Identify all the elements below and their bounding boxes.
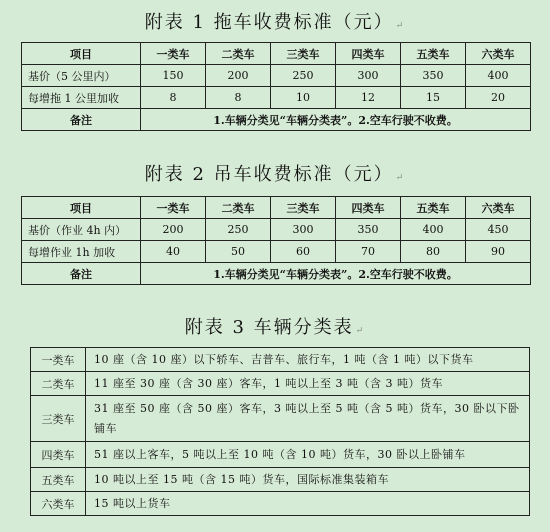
paragraph-mark-icon: ↵ bbox=[395, 21, 406, 31]
table-cell: 350 bbox=[401, 65, 466, 87]
table-cell: 70 bbox=[336, 241, 401, 263]
tow-fee-table bbox=[21, 42, 531, 131]
vehicle-class-table bbox=[30, 347, 530, 516]
table-cell: 250 bbox=[271, 65, 336, 87]
table-header-row bbox=[22, 197, 531, 219]
class-description: 51 座以上客车，5 吨以上至 10 吨（含 10 吨）货车，30 卧以上卧铺车 bbox=[86, 442, 530, 468]
table-cell: 60 bbox=[271, 241, 336, 263]
header-cell: 三类车 bbox=[271, 197, 336, 219]
table-cell: 200 bbox=[206, 65, 271, 87]
header-cell: 一类车 bbox=[141, 43, 206, 65]
class-label: 一类车 bbox=[31, 348, 86, 372]
table-cell: 300 bbox=[271, 219, 336, 241]
header-cell: 项目 bbox=[22, 197, 141, 219]
table-header-row bbox=[22, 43, 531, 65]
table-cell: 200 bbox=[141, 219, 206, 241]
row-label: 基价（5 公里内） bbox=[22, 65, 141, 87]
header-cell: 二类车 bbox=[206, 197, 271, 219]
table-cell: 8 bbox=[206, 87, 271, 109]
class-description: 10 吨以上至 15 吨（含 15 吨）货车，国际标准集装箱车 bbox=[86, 468, 530, 492]
header-cell: 四类车 bbox=[336, 197, 401, 219]
header-cell: 三类车 bbox=[271, 43, 336, 65]
note-label: 备注 bbox=[22, 263, 141, 285]
class-description: 11 座至 30 座（含 30 座）客车，1 吨以上至 3 吨（含 3 吨）货车 bbox=[86, 372, 530, 396]
table-cell: 300 bbox=[336, 65, 401, 87]
class-description: 15 吨以上货车 bbox=[86, 492, 530, 516]
table-cell: 90 bbox=[466, 241, 531, 263]
class-description: 31 座至 50 座（含 50 座）客车，3 吨以上至 5 吨（含 5 吨）货车，30 卧以下卧铺车 bbox=[86, 396, 530, 442]
table1-title: 附表 1 拖车收费标准（元） ↵ bbox=[144, 12, 406, 33]
paragraph-mark-icon: ↵ bbox=[355, 326, 366, 336]
table-row bbox=[22, 65, 531, 87]
header-cell: 项目 bbox=[22, 43, 141, 65]
table-cell: 20 bbox=[466, 87, 531, 109]
header-cell: 五类车 bbox=[401, 197, 466, 219]
row-label: 每增作业 1h 加收 bbox=[22, 241, 141, 263]
table-row bbox=[22, 219, 531, 241]
class-label: 三类车 bbox=[31, 396, 86, 442]
table-row bbox=[31, 492, 530, 516]
table-row bbox=[31, 372, 530, 396]
class-label: 六类车 bbox=[31, 492, 86, 516]
table3-title: 附表 3 车辆分类表 ↵ bbox=[184, 317, 366, 338]
row-label: 每增拖 1 公里加收 bbox=[22, 87, 141, 109]
table-row bbox=[31, 442, 530, 468]
table-cell: 350 bbox=[336, 219, 401, 241]
class-label: 五类车 bbox=[31, 468, 86, 492]
note-row bbox=[22, 109, 531, 131]
note-row bbox=[22, 263, 531, 285]
note-label: 备注 bbox=[22, 109, 141, 131]
header-cell: 一类车 bbox=[141, 197, 206, 219]
table-cell: 12 bbox=[336, 87, 401, 109]
class-label: 二类车 bbox=[31, 372, 86, 396]
table-row bbox=[31, 468, 530, 492]
table-cell: 80 bbox=[401, 241, 466, 263]
header-cell: 六类车 bbox=[466, 43, 531, 65]
header-cell: 五类车 bbox=[401, 43, 466, 65]
header-cell: 二类车 bbox=[206, 43, 271, 65]
class-label: 四类车 bbox=[31, 442, 86, 468]
row-label: 基价（作业 4h 内） bbox=[22, 219, 141, 241]
table-cell: 400 bbox=[401, 219, 466, 241]
note-text: 1.车辆分类见“车辆分类表”。2.空车行驶不收费。 bbox=[141, 263, 531, 285]
table-row bbox=[31, 348, 530, 372]
table-cell: 400 bbox=[466, 65, 531, 87]
table-cell: 10 bbox=[271, 87, 336, 109]
table-cell: 15 bbox=[401, 87, 466, 109]
table2-title: 附表 2 吊车收费标准（元） ↵ bbox=[144, 164, 406, 185]
crane-fee-table bbox=[21, 196, 531, 285]
paragraph-mark-icon: ↵ bbox=[395, 173, 406, 183]
table-row bbox=[22, 87, 531, 109]
table-row bbox=[22, 241, 531, 263]
header-cell: 四类车 bbox=[336, 43, 401, 65]
table-cell: 40 bbox=[141, 241, 206, 263]
table-row bbox=[31, 396, 530, 442]
table-cell: 250 bbox=[206, 219, 271, 241]
class-description: 10 座（含 10 座）以下轿车、吉普车、旅行车，1 吨（含 1 吨）以下货车 bbox=[86, 348, 530, 372]
note-text: 1.车辆分类见“车辆分类表”。2.空车行驶不收费。 bbox=[141, 109, 531, 131]
table-cell: 150 bbox=[141, 65, 206, 87]
table-cell: 8 bbox=[141, 87, 206, 109]
header-cell: 六类车 bbox=[466, 197, 531, 219]
table-cell: 450 bbox=[466, 219, 531, 241]
table-cell: 50 bbox=[206, 241, 271, 263]
